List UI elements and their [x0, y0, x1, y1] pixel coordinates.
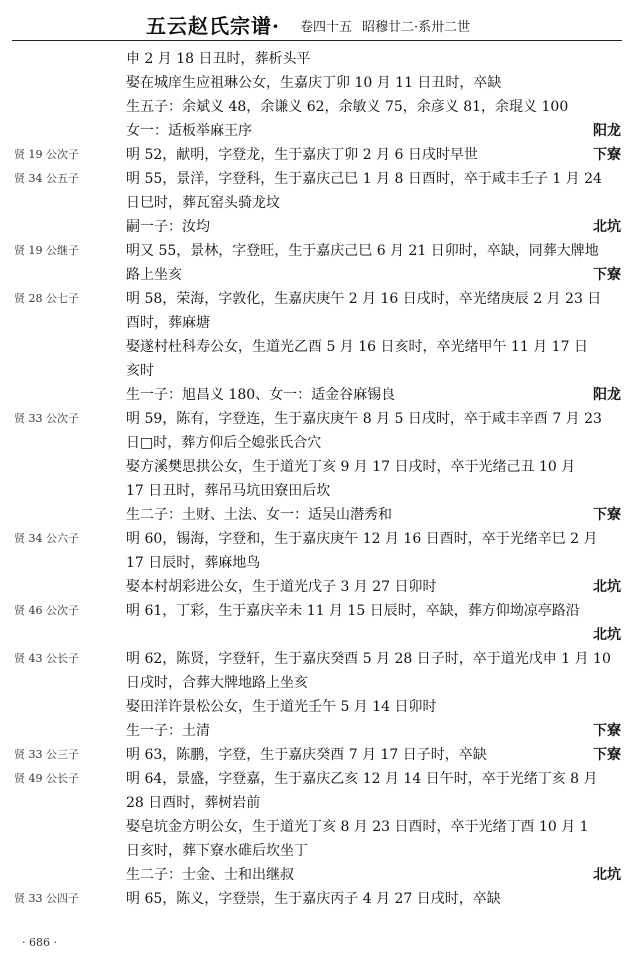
- father-reference: 贤 34 公六子: [14, 532, 79, 545]
- father-reference: 贤 43 公长子: [14, 652, 79, 665]
- father-reference: 贤 33 公三子: [14, 748, 79, 761]
- residence-label: 北坑: [593, 867, 621, 883]
- residence-label: 阳龙: [593, 387, 621, 403]
- entry-text: 明 58，荣海，字敦化，生嘉庆庚午 2 月 16 日戌时，卒光绪庚辰 2 月 23 日: [126, 291, 602, 307]
- father-reference: 贤 19 公次子: [14, 148, 79, 161]
- entry-line: [0, 45, 635, 69]
- residence-label: 下寮: [593, 147, 621, 163]
- entry-line: [0, 381, 635, 405]
- entry-text: 日戌时，合葬大牌地路上坐亥: [126, 675, 308, 691]
- entry-line: [0, 285, 635, 309]
- father-reference: 贤 49 公长子: [14, 772, 79, 785]
- entry-text: 酉时，葬麻塘: [126, 315, 210, 331]
- entry-text: 生一子：土清: [126, 723, 210, 739]
- entry-text: 日□时，葬方仰后仝媳张氏合穴: [126, 435, 322, 451]
- entry-text: 生二子：士金、士和出继叔: [126, 867, 294, 883]
- entry-line: [0, 501, 635, 525]
- volume-label: 卷四十五: [300, 20, 353, 35]
- entry-text: 生一子：旭昌义 180、女一：适金谷麻锡良: [126, 387, 396, 403]
- entry-line: [0, 645, 635, 669]
- entry-line: [0, 309, 635, 333]
- entry-line: [0, 549, 635, 573]
- entry-text: 亥时: [126, 363, 154, 379]
- father-reference: 贤 46 公次子: [14, 604, 79, 617]
- residence-label: 下寮: [593, 747, 621, 763]
- entry-text: 生二子：土财、土法、女一：适吴山潜秀和: [126, 507, 392, 523]
- header-rule: [12, 40, 622, 41]
- entry-text: 明 65，陈义，字登崇，生于嘉庆丙子 4 月 27 日戌时，卒缺: [126, 891, 501, 907]
- entry-text: 娶皂坑金方明公女，生于道光丁亥 8 月 23 日酉时，卒于光绪丁酉 10 月 1: [126, 819, 589, 835]
- entry-line: [0, 429, 635, 453]
- entry-line: [0, 69, 635, 93]
- entry-line: [0, 885, 635, 909]
- entry-text: 17 日辰时，葬麻地鸟: [126, 555, 261, 571]
- entry-line: [0, 525, 635, 549]
- entry-line: [0, 141, 635, 165]
- entry-line: [0, 189, 635, 213]
- entry-text: 明 61，丁彩，生于嘉庆辛未 11 月 15 日辰时，卒缺，葬方仰坳凉亭路沿: [126, 603, 580, 619]
- entry-text: 明又 55，景林，字登旺，生于嘉庆己巳 6 月 21 日卯时，卒缺，同葬大牌地: [126, 243, 599, 259]
- father-reference: 贤 33 公四子: [14, 892, 79, 905]
- residence-label: 下寮: [593, 507, 621, 523]
- residence-label: 下寮: [593, 267, 621, 283]
- entry-line: [0, 477, 635, 501]
- entry-text: 嗣一子：汝均: [126, 219, 210, 235]
- entry-line: [0, 717, 635, 741]
- entry-text: 娶遂村杜科寿公女，生道光乙酉 5 月 16 日亥时，卒光绪甲午 11 月 17 日: [126, 339, 588, 355]
- entry-line: [0, 861, 635, 885]
- entry-text: 明 52，献明，字登龙，生于嘉庆丁卯 2 月 6 日戌时早世: [126, 147, 478, 163]
- entry-line: [0, 741, 635, 765]
- entry-line: [0, 237, 635, 261]
- entry-text: 28 日酉时，葬树岩前: [126, 795, 261, 811]
- entry-text: 娶在城庠生应祖琳公女，生嘉庆丁卯 10 月 11 日丑时，卒缺: [126, 75, 502, 91]
- entry-text: 娶方溪樊思拱公女，生于道光丁亥 9 月 17 日戌时，卒于光绪己丑 10 月: [126, 459, 576, 475]
- page-header: [0, 6, 635, 40]
- entry-line: [0, 837, 635, 861]
- father-reference: 贤 33 公次子: [14, 412, 79, 425]
- page-number: · 686 ·: [22, 936, 57, 949]
- entry-text: 明 64，景盛，字登嘉，生于嘉庆乙亥 12 月 14 日午时，卒于光绪丁亥 8 月: [126, 771, 598, 787]
- residence-label: 北坑: [593, 219, 621, 235]
- entry-text: 明 59，陈有，字登连，生于嘉庆庚午 8 月 5 日戌时，卒于咸丰辛酉 7 月 23: [126, 411, 602, 427]
- genealogy-entries: [0, 45, 635, 909]
- entry-line: [0, 597, 635, 621]
- entry-line: [0, 813, 635, 837]
- entry-line: [0, 693, 635, 717]
- entry-text: 明 55，景洋，字登科，生于嘉庆己巳 1 月 8 日酉时，卒于咸丰壬子 1 月 24: [126, 171, 602, 187]
- entry-text: 明 62，陈贤，字登轩，生于嘉庆癸酉 5 月 28 日子时，卒于道光戊申 1 月 10: [126, 651, 611, 667]
- entry-text: 生五子：余斌义 48，余谦义 62，余敏义 75，余彦义 81，余琨义 100: [126, 99, 569, 115]
- book-title: 五云赵氏宗谱·: [146, 14, 280, 38]
- entry-line: [0, 765, 635, 789]
- entry-line: [0, 453, 635, 477]
- entry-text: 申 2 月 18 日丑时，葬析头平: [126, 51, 311, 67]
- entry-line: [0, 213, 635, 237]
- entry-text: 日巳时，葬瓦窑头骑龙坟: [126, 195, 280, 211]
- entry-line: [0, 405, 635, 429]
- generation-label: 昭穆廿二·系卅二世: [362, 20, 471, 35]
- entry-line: [0, 621, 635, 645]
- entry-line: [0, 789, 635, 813]
- entry-text: 娶本村胡彩进公女，生于道光戊子 3 月 27 日卯时: [126, 579, 437, 595]
- entry-line: [0, 669, 635, 693]
- entry-text: 娶田洋许景松公女，生于道光壬午 5 月 14 日卯时: [126, 699, 437, 715]
- entry-text: 女一：适板举麻王序: [126, 123, 252, 139]
- entry-line: [0, 573, 635, 597]
- entry-text: 明 63，陈鹏，字登，生于嘉庆癸酉 7 月 17 日子时，卒缺: [126, 747, 487, 763]
- entry-text: 17 日丑时，葬吊马坑田寮田后坎: [126, 483, 331, 499]
- father-reference: 贤 28 公七子: [14, 292, 79, 305]
- father-reference: 贤 34 公五子: [14, 172, 79, 185]
- entry-line: [0, 333, 635, 357]
- father-reference: 贤 19 公继子: [14, 244, 79, 257]
- entry-text: 日亥时，葬下寮水碓后坎坐丁: [126, 843, 308, 859]
- residence-label: 下寮: [593, 723, 621, 739]
- entry-line: [0, 165, 635, 189]
- residence-label: 北坑: [593, 627, 621, 643]
- entry-text: 路上坐亥: [126, 267, 182, 283]
- residence-label: 阳龙: [593, 123, 621, 139]
- entry-line: [0, 117, 635, 141]
- entry-text: 明 60，锡海，字登和，生于嘉庆庚午 12 月 16 日酉时，卒于光绪辛巳 2 月: [126, 531, 598, 547]
- residence-label: 北坑: [593, 579, 621, 595]
- entry-line: [0, 93, 635, 117]
- entry-line: [0, 357, 635, 381]
- entry-line: [0, 261, 635, 285]
